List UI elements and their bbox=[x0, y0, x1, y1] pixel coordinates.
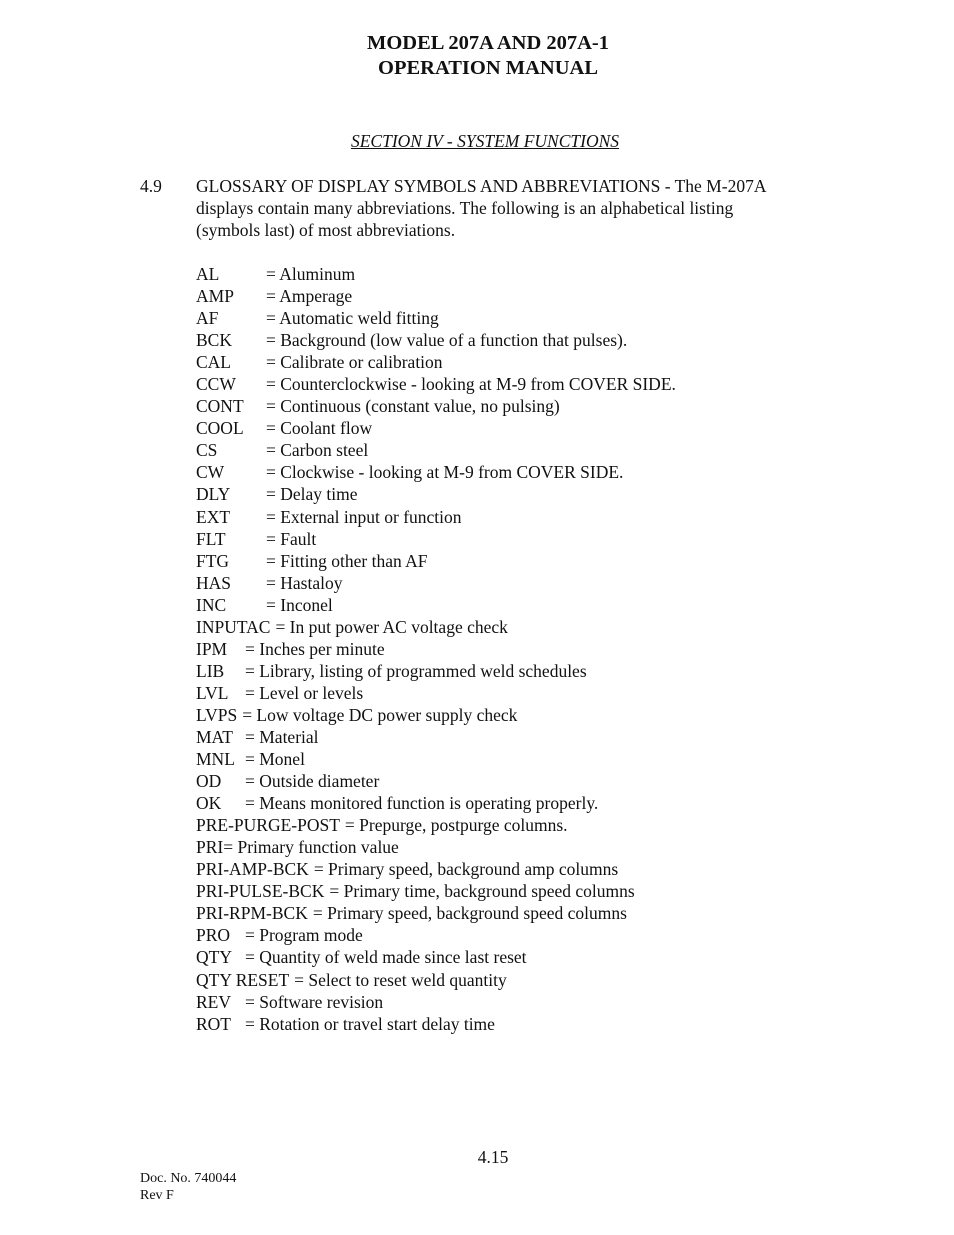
glossary-abbreviation: PRI-PULSE-BCK bbox=[196, 881, 325, 902]
glossary-entry bbox=[196, 660, 856, 682]
glossary-entry bbox=[196, 880, 856, 902]
glossary-definition: = Material bbox=[245, 726, 319, 747]
glossary-definition: = Inconel bbox=[266, 594, 333, 615]
paragraph-text bbox=[196, 175, 836, 241]
glossary-definition: = Quantity of weld made since last reset bbox=[245, 947, 527, 968]
glossary-definition: = Clockwise - looking at M-9 from COVER SIDE. bbox=[266, 462, 624, 483]
glossary-definition: = Select to reset weld quantity bbox=[294, 969, 507, 990]
glossary-abbreviation: COOL bbox=[196, 418, 244, 439]
glossary-entry bbox=[196, 991, 856, 1013]
glossary-abbreviation: ROT bbox=[196, 1013, 231, 1034]
doc-number: Doc. No. 740044 bbox=[140, 1171, 237, 1186]
glossary-abbreviation: MAT bbox=[196, 726, 233, 747]
glossary-definition: = Software revision bbox=[245, 991, 384, 1012]
paragraph-number: 4.9 bbox=[140, 176, 162, 196]
glossary-entry bbox=[196, 594, 856, 616]
page-number: 4.15 bbox=[477, 1147, 509, 1167]
glossary-definition: = Means monitored function is operating properly. bbox=[245, 793, 599, 814]
glossary-definition: = Primary speed, background speed columns bbox=[312, 903, 627, 924]
glossary-definition: = External input or function bbox=[266, 506, 462, 527]
glossary-abbreviation: MNL bbox=[196, 749, 235, 770]
glossary-entry bbox=[196, 373, 856, 395]
glossary-definition: = Rotation or travel start delay time bbox=[245, 1013, 495, 1034]
glossary-abbreviation: CS bbox=[196, 440, 218, 461]
glossary-abbreviation: REV bbox=[196, 991, 231, 1012]
glossary-abbreviation: QTY bbox=[196, 947, 232, 968]
glossary-entry bbox=[196, 263, 856, 285]
glossary-definition: = Prepurge, postpurge columns. bbox=[344, 815, 568, 836]
glossary-abbreviation: PRI-RPM-BCK bbox=[196, 903, 308, 924]
glossary-abbreviation: AF bbox=[196, 308, 219, 329]
glossary-definition: = Continuous (constant value, no pulsing) bbox=[266, 396, 560, 417]
glossary-definition: = Coolant flow bbox=[266, 418, 373, 439]
glossary-definition: = Primary function value bbox=[223, 837, 399, 858]
glossary-entry bbox=[196, 792, 856, 814]
glossary-definition: = Carbon steel bbox=[266, 440, 369, 461]
glossary-definition: = Library, listing of programmed weld schedules bbox=[245, 660, 587, 681]
glossary-definition: = Background (low value of a function that pulses). bbox=[266, 330, 628, 351]
glossary-entry bbox=[196, 285, 856, 307]
glossary-definition: = Amperage bbox=[266, 286, 353, 307]
glossary-abbreviation: CW bbox=[196, 462, 225, 483]
glossary-entry bbox=[196, 924, 856, 946]
glossary-definition: = In put power AC voltage check bbox=[275, 616, 508, 637]
glossary-definition: = Primary speed, background amp columns bbox=[313, 859, 619, 880]
glossary-abbreviation: OD bbox=[196, 771, 222, 792]
glossary-entry bbox=[196, 1013, 856, 1035]
glossary-entry bbox=[196, 638, 856, 660]
section-title: SECTION IV - SYSTEM FUNCTIONS bbox=[350, 131, 620, 151]
glossary-definition: = Level or levels bbox=[245, 682, 364, 703]
glossary-definition: = Aluminum bbox=[266, 264, 356, 284]
glossary-entry bbox=[196, 616, 856, 638]
glossary-definition: = Counterclockwise - looking at M-9 from COVER SIDE. bbox=[266, 374, 676, 395]
glossary-abbreviation: FTG bbox=[196, 550, 230, 571]
glossary-entry bbox=[196, 704, 856, 726]
glossary-entry bbox=[196, 351, 856, 373]
glossary-abbreviation: PRE-PURGE-POST bbox=[196, 815, 340, 836]
glossary-definition: = Delay time bbox=[266, 484, 358, 505]
glossary-entry bbox=[196, 858, 856, 880]
glossary-abbreviation: AMP bbox=[196, 286, 234, 307]
glossary-definition: = Automatic weld fitting bbox=[266, 308, 439, 329]
glossary-abbreviation: QTY RESET bbox=[196, 969, 290, 990]
glossary-entry bbox=[196, 902, 856, 924]
glossary-abbreviation: DLY bbox=[196, 484, 231, 505]
glossary-definition: = Monel bbox=[245, 749, 305, 770]
glossary-definition: = Program mode bbox=[245, 925, 363, 946]
glossary-entry bbox=[196, 946, 856, 968]
glossary-definition: = Primary time, background speed columns bbox=[329, 881, 635, 902]
glossary-abbreviation: LVPS bbox=[196, 704, 238, 725]
glossary-definition: = Inches per minute bbox=[245, 638, 385, 659]
glossary-abbreviation: BCK bbox=[196, 330, 232, 351]
glossary-abbreviation: AL bbox=[196, 264, 220, 284]
glossary-entry bbox=[196, 395, 856, 417]
glossary-entry bbox=[196, 969, 856, 991]
glossary-definition: = Hastaloy bbox=[266, 572, 343, 593]
glossary-abbreviation: PRI-AMP-BCK bbox=[196, 859, 309, 880]
glossary-entry bbox=[196, 329, 856, 351]
header-subtitle: OPERATION MANUAL bbox=[378, 57, 598, 79]
glossary-entry bbox=[196, 461, 856, 483]
glossary-abbreviation: OK bbox=[196, 793, 222, 814]
glossary-entry bbox=[196, 528, 856, 550]
glossary-definition: = Fitting other than AF bbox=[266, 550, 428, 571]
paragraph-line: (symbols last) of most abbreviations. bbox=[196, 220, 456, 240]
glossary-definition: = Fault bbox=[266, 528, 317, 549]
glossary-abbreviation: CCW bbox=[196, 374, 236, 395]
glossary-abbreviation: EXT bbox=[196, 506, 231, 527]
paragraph-line: GLOSSARY OF DISPLAY SYMBOLS AND ABBREVIATIONS - The M-207A bbox=[196, 176, 767, 196]
glossary-abbreviation: PRI bbox=[196, 837, 224, 858]
glossary-entry bbox=[196, 307, 856, 329]
glossary-entry bbox=[196, 506, 856, 528]
glossary-abbreviation: LVL bbox=[196, 682, 229, 703]
glossary-entry bbox=[196, 439, 856, 461]
glossary-entry bbox=[196, 682, 856, 704]
glossary-entry bbox=[196, 770, 856, 792]
glossary-entry bbox=[196, 417, 856, 439]
header-title: MODEL 207A AND 207A-1 bbox=[366, 32, 610, 54]
glossary-entry bbox=[196, 483, 856, 505]
document-info bbox=[140, 1170, 236, 1204]
glossary-entry bbox=[196, 550, 856, 572]
document-header bbox=[0, 31, 954, 81]
doc-revision: Rev F bbox=[140, 1188, 174, 1203]
glossary-abbreviation: IPM bbox=[196, 638, 228, 659]
glossary-entry bbox=[196, 748, 856, 770]
glossary-abbreviation: FLT bbox=[196, 528, 226, 549]
glossary-abbreviation: INPUTAC bbox=[196, 616, 271, 637]
glossary-list bbox=[196, 263, 856, 1035]
glossary-entry bbox=[196, 572, 856, 594]
glossary-entry bbox=[196, 836, 856, 858]
glossary-definition: = Low voltage DC power supply check bbox=[242, 704, 518, 725]
glossary-entry bbox=[196, 726, 856, 748]
glossary-abbreviation: LIB bbox=[196, 660, 225, 681]
glossary-definition: = Calibrate or calibration bbox=[266, 352, 443, 373]
glossary-abbreviation: HAS bbox=[196, 572, 232, 593]
glossary-abbreviation: CAL bbox=[196, 352, 231, 373]
glossary-abbreviation: CONT bbox=[196, 396, 244, 417]
paragraph-line: displays contain many abbreviations. The following is an alphabetical listing bbox=[196, 198, 734, 218]
glossary-abbreviation: PRO bbox=[196, 925, 231, 946]
glossary-abbreviation: INC bbox=[196, 594, 227, 615]
glossary-definition: = Outside diameter bbox=[245, 771, 380, 792]
glossary-entry bbox=[196, 814, 856, 836]
